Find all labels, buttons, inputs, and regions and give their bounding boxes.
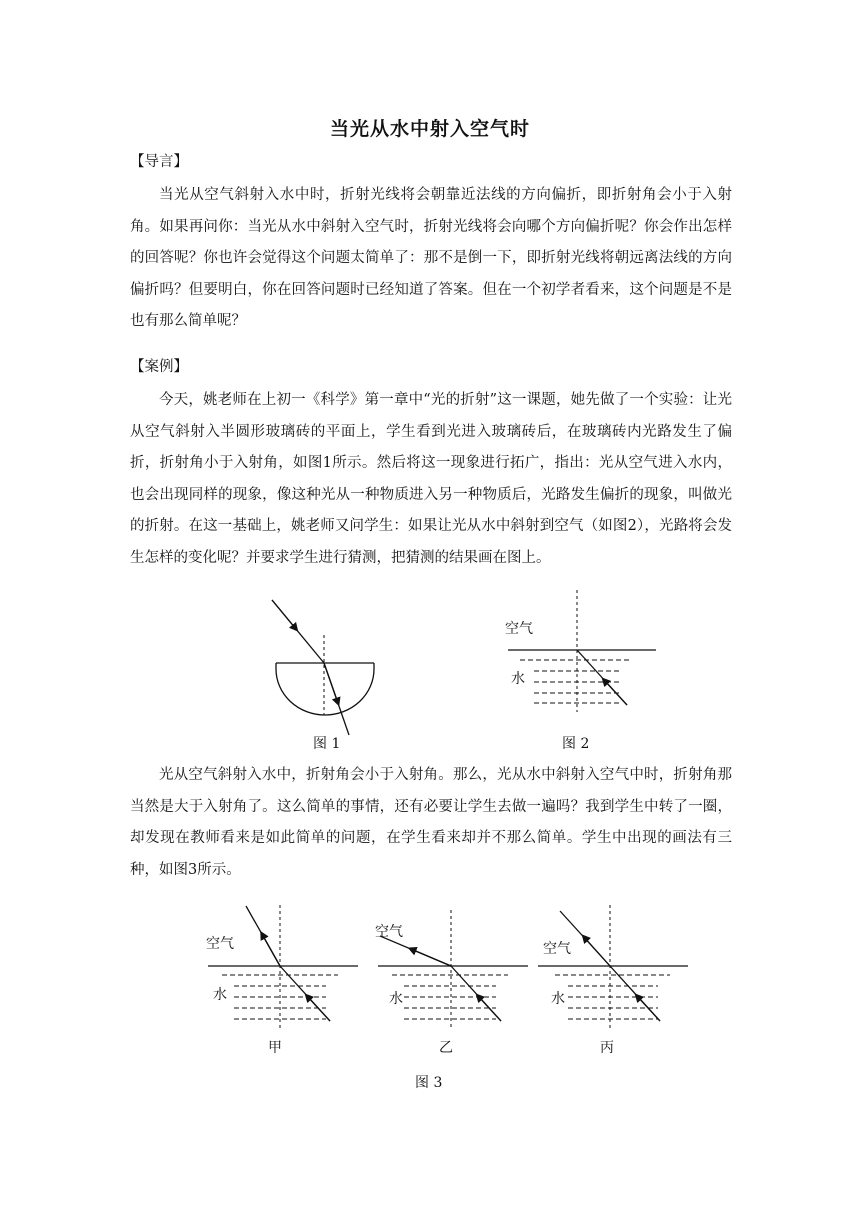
- page-title: 当光从水中射入空气时: [329, 118, 530, 140]
- figure-3-caption: 图 3: [415, 1075, 443, 1091]
- case-heading: 【案例】: [130, 359, 188, 375]
- figure-2-caption: 图 2: [562, 736, 590, 752]
- fig3-bing-water-label: 水: [551, 991, 565, 1007]
- figure-3-panel-jia: [208, 905, 358, 1030]
- fig3-jia-caption: 甲: [268, 1040, 282, 1056]
- fig3-bing-caption: 丙: [600, 1040, 614, 1056]
- fig3-yi-caption: 乙: [439, 1040, 453, 1056]
- semicircle-glass-brick: [276, 669, 374, 715]
- case-paragraph-1: 今天，姚老师在上初一《科学》第一章中“光的折射”这一课题，她先做了一个实验：让光从空气斜射入半圆形玻璃砖的平面上，学生看到光进入玻璃砖后，在玻璃砖内光路发生了偏折，折射角小于入射角，如图1所示。然后将这一现象进行拓广，指出：光从空气进入水内，也会出现同样的现象，像这种光从一种物质进入另一种物质后，光路发生偏折的现象，叫做光的折射。在这一基础上，姚老师又问学生：如果让光从水中斜射到空气（如图2），光路将会发生怎样的变化呢？并要求学生进行猜测，把猜测的结果画在图上。: [130, 392, 732, 566]
- fig3-bing-air-label: 空气: [543, 941, 571, 957]
- intro-heading: 【导言】: [130, 154, 188, 170]
- fig2-air-label: 空气: [505, 621, 533, 637]
- intro-paragraph: 当光从空气斜射入水中时，折射光线将会朝靠近法线的方向偏折，即折射角会小于入射角。如果再问你：当光从水中斜射入空气时，折射光线将会向哪个方向偏折呢？你会作出怎样的回答呢？你也许会觉得这个问题太简单了：那不是倒一下，即折射光线将朝远离法线的方向偏折吗？但要明白，你在回答问题时已经知道了答案。但在一个初学者看来，这个问题是不是也有那么简单呢？: [130, 187, 732, 329]
- fig3-jia-water-label: 水: [213, 987, 227, 1003]
- figure-1-semicircle-refraction: [272, 600, 374, 735]
- figure-1-caption: 图 1: [313, 736, 341, 752]
- fig3-jia-air-label: 空气: [206, 936, 234, 952]
- fig3-yi-water-label: 水: [389, 991, 403, 1007]
- fig3-yi-air-label: 空气: [375, 924, 403, 940]
- case-paragraph-2: 光从空气斜射入水中，折射角会小于入射角。那么，光从水中斜射入空气中时，折射角那当然是大于入射角了。这么简单的事情，还有必要让学生去做一遍吗？我到学生中转了一圈，却发现在教师看来是如此简单的问题，在学生看来却并不那么简单。学生中出现的画法有三种，如图3所示。: [130, 767, 732, 878]
- figure-3-panel-bing: [538, 905, 688, 1030]
- figure-2-water-to-air: [508, 590, 656, 712]
- fig2-water-label: 水: [511, 671, 525, 687]
